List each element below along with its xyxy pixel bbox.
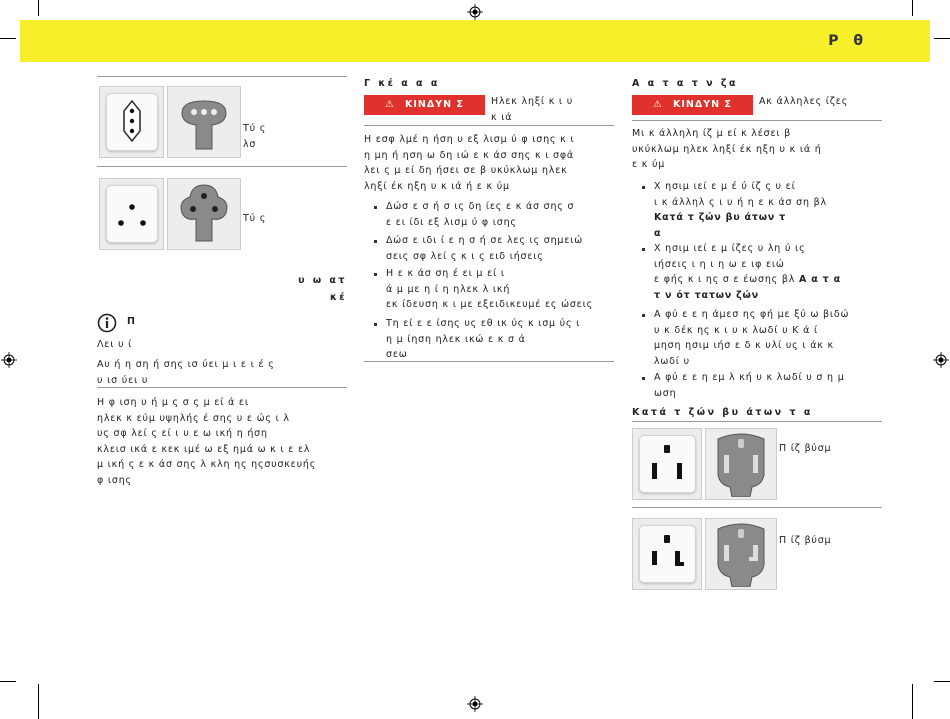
socket-image [99,178,164,250]
left-section-title: υ ω ατ κέ [298,275,347,303]
right-section-title: Α α τ α τ ν ζα [632,78,738,89]
right-intro: Μι κ άλληλη ίζ μ εί κ λέσει β υκύκλωμ ηλεκ ληξί έκ ηξη υ κ ιά ή ε κ ύμ [632,128,822,170]
danger-label: ΚΙΝΔΥΝ Σ [673,99,732,110]
left-paragraph: Η φ ιση υ ή μ ς σ ς μ εί ά ει ηλεκ κ εύμ υψηλής έ σης υ ε ώς ι λ υς σφ λεί ς εί ι υ ε ω ική η ήση κλεισ ικά ε κεκ ιμέ ω εξ ημά ω κ ι ε ελ μ ική ς ε κ άσ σης λ κλη ης ηςσυσκευής φ ισης [97,397,317,486]
plug1-caption: Τύ ς λσ [243,123,267,150]
page-code: Ρ θ [828,33,868,49]
plug-image [705,428,777,500]
danger-text: Ακ άλληλες ίζες [759,96,849,107]
danger-badge [632,95,753,115]
plug-image [167,178,241,250]
bullet-icon [642,314,645,317]
registration-mark-icon [933,352,949,368]
registration-mark-icon [1,352,17,368]
right-bullet: Α φύ ε ε η άμεσ ης φή με ξύ ω βιδώ υ κ δέκ ης κ ι υ κ λωδί υ Κ ά ί μηση ησιμ ιήσ ε δ κ υλί υς ι άκ κ λωδί υ [654,309,850,367]
bullet-icon [374,323,377,326]
divider [632,507,882,508]
right-bullet-ref[interactable]: Α α τ α τ ν ότ τατων ζών [654,274,841,301]
danger-text: Ηλεκ ληξί κ ι υ κ ιά [491,96,574,123]
registration-mark-icon [467,696,483,712]
danger-badge [364,95,485,115]
middle-bullet: Δώσ ε ιδι ί ε η σ ή σε λες ις σημειώ σεις σφ λεί ς κ ι ς ειδ ιήσεις [386,235,583,262]
right-bullet-text: Χ ησιμ ιεί ε μ έ ύ ίζ ς υ εί ι κ άλληλ ς ι υ ή η ε κ άσ ση βλ [654,181,827,208]
middle-bullet: Δώσ ε σ ή σ ις δη ίες ε κ άσ σης σ ε ει ίδι εξ λισμ ύ φ ισης [386,201,575,228]
bullet-icon [374,273,377,276]
right-bullet-ref[interactable]: Κατά τ ζών βυ άτων τ α [654,212,787,239]
warning-icon: ⚠ [653,99,663,110]
right-bullet [654,179,884,241]
info-line: Αυ ή η ση ή σης ισ ύει μ ι ε ι έ ς υ ισ ύει υ [97,359,275,386]
info-icon [97,313,117,333]
table-title: Κατά τ ζών βυ άτων τ α [632,407,813,418]
middle-bullet: Τη εί ε ε ίσης υς εθ ικ ύς κ ισμ ύς ι η μ ίηση ηλεκ ικώ ε κ σ ά σεω [386,318,581,360]
divider [632,120,882,121]
crop-mark [934,681,950,682]
divider [364,125,614,126]
divider [632,421,882,422]
info-title: Π [127,316,138,327]
registration-mark-icon [467,4,483,20]
middle-intro: Η εσφ λμέ η ήση υ εξ λισμ ύ φ ισης κ ι η μη ή ηση ω δη ιώ ε κ άσ σης κ ι σφά λει ς μ εί δη ήσει σε β υκύκλωμ ηλεκ ληξί έκ ηξη υ κ ιά ή ε κ ύμ [364,134,575,192]
bullet-icon [642,377,645,380]
crop-mark [0,681,16,682]
divider [97,166,347,167]
nema-plug2-caption: Π ίζ βύσμ [779,535,832,546]
crop-mark [912,684,913,719]
plug-image [705,518,777,590]
crop-mark [0,38,16,39]
bullet-icon [374,240,377,243]
divider [364,361,614,362]
socket-image [632,518,702,590]
divider [97,76,347,77]
crop-mark [38,0,39,16]
plug2-caption: Τύ ς [243,213,267,224]
bullet-icon [642,186,645,189]
info-line: Λει υ ί [97,339,133,350]
right-bullet: Α φύ ε ε η εμ λ κή υ κ λωδί υ σ η μ ωση [654,372,845,399]
plug-image [167,86,241,158]
crop-mark [934,38,950,39]
right-bullet-text: Χ ησιμ ιεί ε μ ίζες υ λη ύ ις ιήσεις ι η ι η ω ε ιφ ειώ ε φής κ ι ης σ ε έωσης βλ [654,243,806,285]
middle-section-title: Γ κέ α α α [364,78,440,89]
bullet-icon [374,206,377,209]
socket-image [99,86,164,158]
nema-plug1-caption: Π ίζ βύσμ [779,443,832,454]
bullet-icon [642,248,645,251]
danger-label: ΚΙΝΔΥΝ Σ [405,99,464,110]
warning-icon: ⚠ [385,99,395,110]
page-header-bar [20,20,930,62]
crop-mark [38,684,39,719]
crop-mark [912,0,913,16]
socket-image [632,428,702,500]
divider [97,387,347,388]
right-bullet [654,241,884,303]
middle-bullet: Η ε κ άσ ση έ ει μ εί ι ά μ με η ί η ηλεκ λ ική εκ ίδευση κ ι με εξειδικευμέ ες ώσεις [386,268,593,310]
